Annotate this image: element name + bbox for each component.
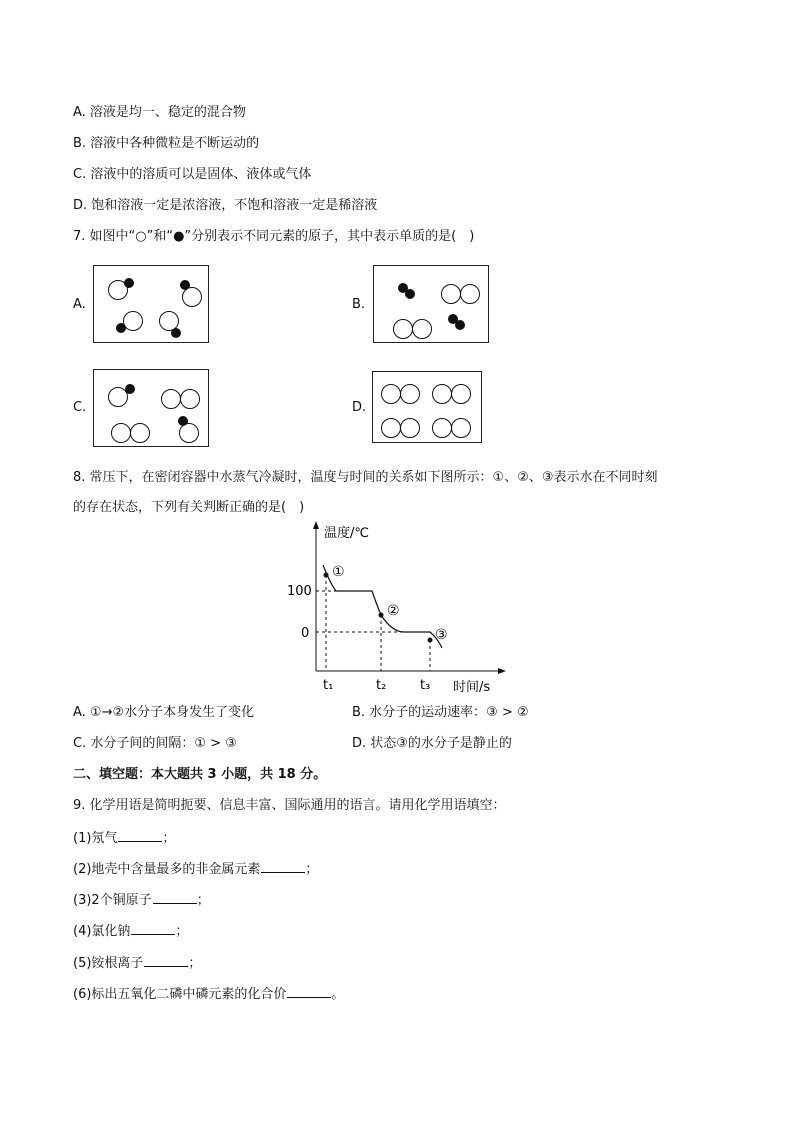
answer-blank[interactable] (144, 954, 188, 967)
x-tick-t2: t₂ (376, 678, 387, 693)
y-axis-arrow (313, 521, 319, 529)
q7-figure-b (373, 265, 489, 343)
q7-label-c: C. (73, 400, 87, 415)
q8-option-c: C. 水分子间的间隔：① > ③ (73, 736, 237, 751)
q9-item-2: (2)地壳中含量最多的非金属元素 ； (73, 862, 319, 877)
q9-item-5: (5)铵根离子 ； (73, 956, 202, 971)
q6-option-d: D. 饱和溶液一定是浓溶液，不饱和溶液一定是稀溶液 (73, 198, 378, 213)
answer-blank[interactable] (131, 922, 175, 935)
q9-stem: 9. 化学用语是简明扼要、信息丰富、国际通用的语言。请用化学用语填空： (73, 798, 506, 813)
q7-label-d: D. (352, 400, 367, 415)
q9-item-6: (6)标出五氧化二磷中磷元素的化合价 。 (73, 987, 345, 1002)
point-3 (428, 638, 433, 643)
x-tick-t1: t₁ (323, 678, 334, 693)
section-2-heading: 二、填空题：本大题共 3 小题，共 18 分。 (73, 767, 327, 782)
x-tick-t3: t₃ (420, 678, 431, 693)
point-2 (379, 613, 384, 618)
q6-option-c: C. 溶液中的溶质可以是固体、液体或气体 (73, 167, 312, 182)
q7-figure-c (93, 369, 209, 447)
y-axis-label: 温度/℃ (324, 526, 369, 541)
y-tick-0: 0 (301, 626, 310, 641)
point-1 (324, 573, 329, 578)
q7-figure-a (93, 265, 209, 343)
q9-item-4: (4)氯化钠 ； (73, 924, 189, 939)
q8-stem-line1: 8. 常压下，在密闭容器中水蒸气冷凝时，温度与时间的关系如下图所示：①、②、③表示水在不同时刻 (73, 470, 658, 485)
answer-blank[interactable] (118, 829, 162, 842)
temperature-time-chart (280, 515, 520, 700)
q9-item-1: (1)氖气 ； (73, 831, 176, 846)
point-1-label: ① (332, 564, 345, 580)
y-tick-100: 100 (287, 584, 312, 599)
answer-blank[interactable] (287, 985, 331, 998)
q7-stem: 7. 如图中“○”和“●”分别表示不同元素的原子，其中表示单质的是( ) (73, 229, 475, 244)
point-3-label: ③ (435, 627, 448, 643)
x-axis-label: 时间/s (453, 680, 491, 695)
q7-figure-d (372, 371, 482, 443)
q6-option-b: B. 溶液中各种微粒是不断运动的 (73, 136, 260, 151)
answer-blank[interactable] (153, 891, 197, 904)
q8-option-a: A. ①→②水分子本身发生了变化 (73, 705, 255, 720)
q7-label-b: B. (352, 297, 366, 312)
x-axis-arrow (498, 668, 506, 674)
q8-option-b: B. 水分子的运动速率：③ > ② (352, 705, 529, 720)
q7-label-a: A. (73, 297, 86, 312)
answer-blank[interactable] (261, 860, 305, 873)
q6-option-a: A. 溶液是均一、稳定的混合物 (73, 105, 246, 120)
q9-item-3: (3)2个铜原子 ； (73, 893, 210, 908)
point-2-label: ② (387, 603, 400, 619)
q8-stem-line2: 的存在状态，下列有关判断正确的是( ) (73, 500, 305, 515)
q8-option-d: D. 状态③的水分子是静止的 (352, 736, 512, 751)
